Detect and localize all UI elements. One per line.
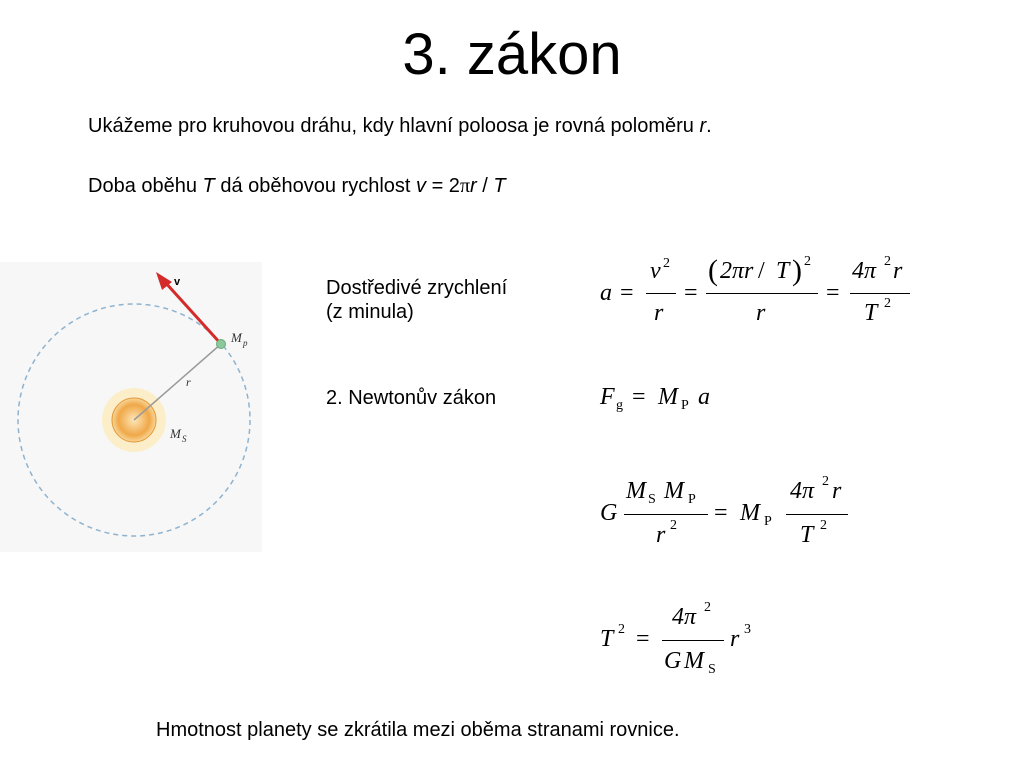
eq2-equals: = [632,384,646,410]
eq1-pi-exp: 2 [884,254,891,269]
period-pre: Doba oběhu [88,175,203,197]
equation-centripetal [600,254,920,334]
star-label-sub: S [182,434,187,444]
eq4-4pi: 4π [672,604,697,630]
eq4-M: M [684,648,704,674]
eq1-T-exp: 2 [884,296,891,311]
eq3-T-exp: 2 [820,518,827,533]
eq1-T-2: T [864,300,878,326]
eq4-r: r [730,626,740,652]
eq1-paren-exp: 2 [804,254,811,269]
planet-label: M [231,330,242,345]
slide-title: 3. zákon [402,22,622,87]
eq3-P: P [688,492,696,507]
eq3-M2: M [664,478,684,504]
eq1-equals-2: = [684,280,698,306]
period-mid: dá oběhovou rychlost [214,175,417,197]
intro-end: . [706,115,712,137]
equation-gravity [600,474,860,554]
eq4-G: G [664,648,682,674]
eq3-4pi: 4π [790,478,815,504]
planet-icon [217,340,226,349]
period-slash: / [476,175,494,197]
label-newton: 2. Newtonův zákon [326,387,497,409]
eq1-v: v [650,258,661,284]
period-var-r: r [470,175,477,197]
eq1-a: a [600,280,612,306]
period-var-v: v [416,175,427,197]
eq3-pi-exp: 2 [822,474,829,489]
label-centripetal-line2: (z minula) [326,301,414,323]
eq1-4pi: 4π [852,258,877,284]
eq2-g: g [616,398,623,413]
eq2-F: F [600,384,615,410]
star-label: M [170,426,181,441]
eq1-v-exp: 2 [663,256,670,271]
period-var-T: T [202,175,215,197]
eq4-pi-exp: 2 [704,600,711,615]
eq3-equals: = [714,500,728,526]
eq4-T-exp: 2 [618,622,625,637]
eq2-a: a [698,384,710,410]
orbit-diagram [0,262,262,552]
eq1-r-1: r [654,300,664,326]
eq4-fraction-bar [662,640,724,641]
eq3-r: r [656,522,666,548]
eq3-T: T [800,522,814,548]
eq4-r-exp: 3 [744,622,751,637]
period-pi: π [459,175,471,197]
eq3-fraction-bar-2 [786,514,848,515]
eq4-T: T [600,626,614,652]
label-centripetal-line1: Dostředivé zrychlení [326,277,508,299]
eq3-fraction-bar-1 [624,514,708,515]
eq1-fraction-bar-2 [706,293,818,294]
planet-label-sub: p [243,338,248,348]
eq1-paren-open: ( [708,254,718,287]
eq1-equals-3: = [826,280,840,306]
eq1-slash: / [758,258,765,284]
eq3-G: G [600,500,618,526]
eq4-S: S [708,662,716,677]
period-eq: = 2 [426,175,460,197]
label-centripetal [326,276,507,324]
conclusion-text: Hmotnost planety se zkrátila mezi oběma stranami rovnice. [156,719,680,741]
eq2-P: P [681,398,689,413]
eq3-r-exp: 2 [670,518,677,533]
equation-newton [600,384,740,420]
eq1-fraction-bar-3 [850,293,910,294]
eq3-M1: M [626,478,646,504]
velocity-label: v [174,276,181,288]
intro-text: Ukážeme pro kruhovou dráhu, kdy hlavní poloosa je rovná poloměru [88,115,700,137]
period-var-T2: T [493,175,506,197]
equation-kepler-third [600,600,770,680]
eq3-M3: M [740,500,760,526]
eq1-r-2: r [756,300,766,326]
eq3-r2: r [832,478,842,504]
eq1-paren-close: ) [792,254,802,287]
eq1-T-1: T [776,258,790,284]
eq1-2pir: 2πr [720,258,754,284]
intro-var-r: r [699,115,707,137]
radius-label: r [186,375,191,389]
intro-line [88,114,712,138]
eq1-equals-1: = [620,280,634,306]
eq1-r-3: r [893,258,903,284]
eq1-fraction-bar-1 [646,293,676,294]
eq3-P2: P [764,514,772,529]
eq3-S: S [648,492,656,507]
period-line [88,174,506,198]
eq4-equals: = [636,626,650,652]
eq2-M: M [658,384,678,410]
